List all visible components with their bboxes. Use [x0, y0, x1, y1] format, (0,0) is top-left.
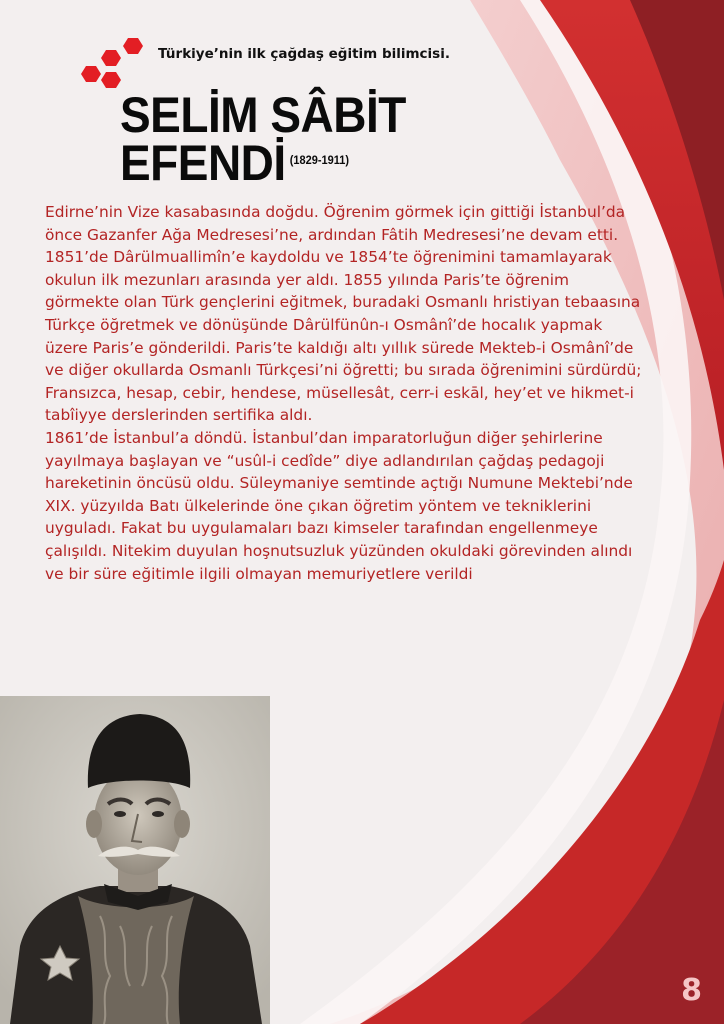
life-dates: (1829-1911): [289, 154, 350, 167]
portrait-ear: [86, 810, 102, 838]
hexagon-shape: [101, 72, 121, 88]
hexagon-shape: [81, 66, 101, 82]
portrait-eye: [152, 811, 164, 817]
tagline: Türkiye’nin ilk çağdaş eğitim bilimcisi.: [158, 46, 450, 62]
title-line-1: SELİM SÂBİT: [120, 86, 406, 143]
biography-paragraph-2: 1861’de İstanbul’a döndü. İstanbul’dan imparatorluğun diğer şehirlerine yayılmaya başlayan ve “usûl-i cedîde” diye adlandırılan çağdaş pedagoji hareketinin öncüsü oldu. Süleymaniye semtinde açtığı Numune Mektebi’nde XIX. yüzyılda Batı ülkelerinde öne çıkan öğretim yöntem ve tekniklerini uyguladı. Fakat bu uygulamaları bazı kimseler tarafından engellenmeye çalışıldı. Nitekim duyulan hoşnutsuzluk yüzünden okuldaki görevinden alındı ve bir süre eğitimle ilgili olmayan memuriyetlere verildi: [45, 428, 633, 583]
title-line-2-wrapper: [120, 134, 406, 192]
page-title: [120, 86, 406, 191]
hexagon-cluster-logo: [78, 36, 150, 92]
biography-paragraph-1: Edirne’nin Vize kasabasında doğdu. Öğrenim görmek için gittiği İstanbul’da önce Gazanfer Ağa Medresesi’ne, ardından Fâtih Medresesi’ne devam etti. 1851’de Dârülmuallimîn’e kaydoldu ve 1854’te öğrenimini tamamlayarak okulun ilk mezunları arasında yer aldı. 1855 yılında Paris’te öğrenim görmekte olan Türk gençlerini eğitmek, buradaki Osmanlı hristiyan tebaasına Türkçe öğretmek ve dönüşünde Dârülfünûn-ı Osmânî’de hocalık yapmak üzere Paris’e gönderildi. Paris’te kaldığı altı yıllık sürede Mekteb-i Osmânî’de ve diğer okullarda Osmanlı Türkçesi’ni öğretti; bu sırada öğrenimini sürdürdü; Fransızca, hesap, cebir, hendese, müsellesât, cerr-i eskāl, hey’et ve hikmet-i tabîiyye derslerinden sertifika aldı.: [45, 203, 642, 425]
biography-text: [45, 201, 645, 585]
portrait-photo: [0, 696, 270, 1024]
hexagon-shape: [101, 50, 121, 66]
page-number: 8: [681, 973, 702, 1008]
portrait-ear: [174, 810, 190, 838]
portrait-embroidery: [78, 896, 194, 1024]
portrait-eye: [114, 811, 126, 817]
hexagon-shape: [123, 38, 143, 54]
portrait-face: [94, 767, 182, 875]
title-line-2: EFENDİ: [120, 134, 286, 191]
